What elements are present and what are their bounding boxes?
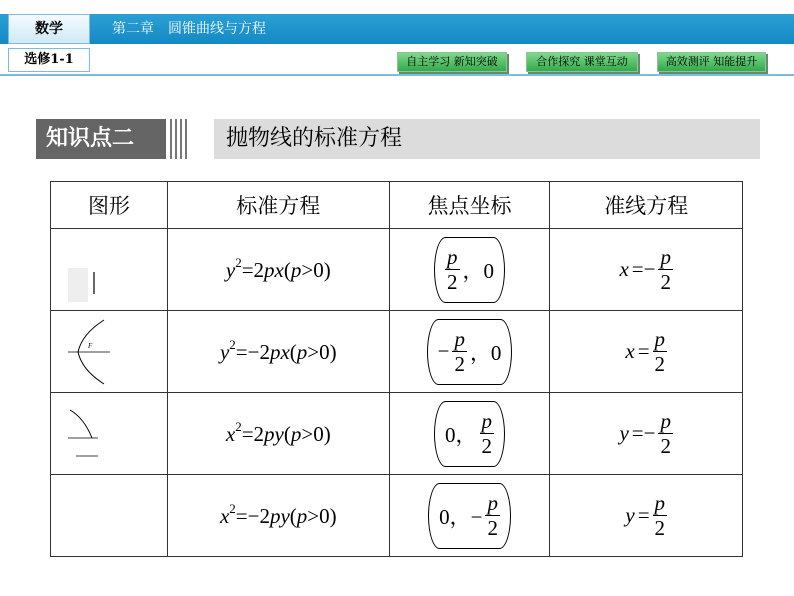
figure-cell <box>51 475 168 557</box>
equation-cell <box>167 229 389 311</box>
directrix-cell <box>550 393 743 475</box>
section-title: 抛物线的标准方程 <box>214 119 760 159</box>
directrix-equation: y = $\frac{p}{2}$ <box>625 490 666 540</box>
standard-equation: $y^2=-2px(p>0)$ <box>219 336 337 364</box>
subject-label: 数学 <box>8 14 90 44</box>
nav-button-assessment[interactable]: 高效测评 知能提升 <box>657 52 766 72</box>
table-row <box>51 229 743 311</box>
table-row <box>51 475 743 557</box>
header-directrix: 准线方程 <box>550 182 743 229</box>
divider-bars <box>170 119 188 159</box>
focus-label-F: F <box>87 341 93 350</box>
standard-equation: $x^2=-2py(p>0)$ <box>219 500 337 528</box>
module-label: 选修1-1 <box>8 48 90 72</box>
directrix-equation: x =− $\frac{p}{2}$ <box>619 244 671 294</box>
parabola-figure <box>54 396 164 472</box>
parabola-figure <box>54 314 164 390</box>
header-figure: 图形 <box>51 182 168 229</box>
focus-cell <box>389 393 550 475</box>
focus-coordinate: − $\frac{p}{2}$ ，0 <box>427 319 513 385</box>
focus-cell <box>389 475 550 557</box>
standard-equation: $x^2=2py(p>0)$ <box>225 418 331 446</box>
figure-cell <box>51 393 168 475</box>
table-header-row <box>51 182 743 229</box>
equation-cell <box>167 393 389 475</box>
directrix-cell <box>550 311 743 393</box>
nav-button-cooperative-inquiry[interactable]: 合作探究 课堂互动 <box>526 52 638 72</box>
directrix-cell <box>550 229 743 311</box>
table-row <box>51 393 743 475</box>
knowledge-point-tag: 知识点二 <box>36 119 166 159</box>
parabola-figure <box>54 232 164 308</box>
figure-cell <box>51 311 168 393</box>
directrix-equation: y =− $\frac{p}{2}$ <box>619 408 671 458</box>
table-row <box>51 311 743 393</box>
focus-cell <box>389 229 550 311</box>
figure-cell <box>51 229 168 311</box>
focus-coordinate: 0， $\frac{p}{2}$ <box>434 401 505 467</box>
nav-button-self-study[interactable]: 自主学习 新知突破 <box>397 52 507 72</box>
header-divider <box>0 74 794 76</box>
chapter-title: 第二章 圆锥曲线与方程 <box>112 21 266 37</box>
equation-cell <box>167 475 389 557</box>
focus-cell <box>389 311 550 393</box>
parabola-table <box>50 181 743 557</box>
directrix-equation: x = $\frac{p}{2}$ <box>625 326 666 376</box>
focus-coordinate: $\frac{p}{2}$ ，0 <box>434 237 505 303</box>
directrix-cell <box>550 475 743 557</box>
header-focus: 焦点坐标 <box>389 182 550 229</box>
equation-cell <box>167 311 389 393</box>
header-equation: 标准方程 <box>167 182 389 229</box>
focus-coordinate: 0，− $\frac{p}{2}$ <box>428 483 511 549</box>
standard-equation: $y^2=2px(p>0)$ <box>225 254 331 282</box>
